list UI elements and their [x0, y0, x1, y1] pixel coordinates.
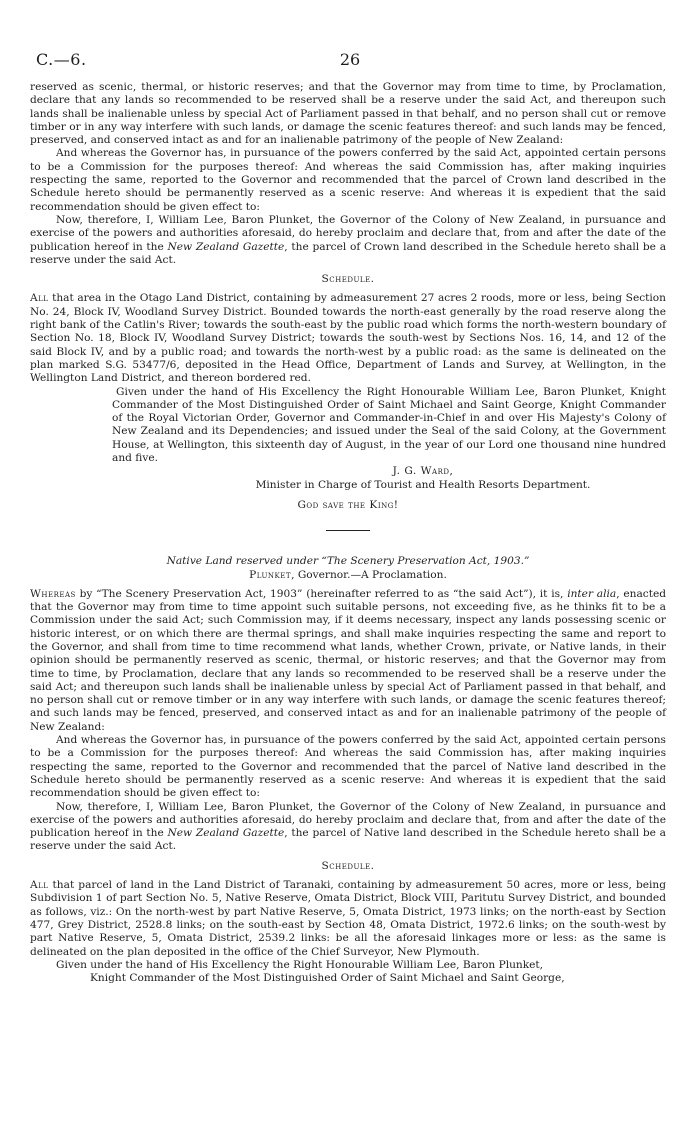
- proclamation-subtitle: [30, 569, 666, 582]
- schedule-paragraph: [30, 879, 666, 959]
- paragraph-whereas-commission: And whereas the Governor has, in pursuance of the powers conferred by the said Act, appointed certain persons to be a Commission for the purposes thereof: And whereas the said Commission has, after making inquiries respecting the same, reported to the Governor and recommended that the parcel of Native land described in the Schedule hereto should be permanently reserved as a scenic reserve: And whereas it is expedient that the said recommendation should be given effect to:: [30, 734, 666, 800]
- text: “The Scenery Preservation Act, 1903.”: [321, 555, 530, 568]
- lead-word: Whereas: [30, 587, 76, 600]
- text: Now, therefore, I, William Lee, Baron Plunket, the Governor of the Colony of New Zealand, in pursuance and exercise of the powers and authorities aforesaid, do hereby proclaim and declare that, from and after the date of the publication hereof in the: [30, 800, 666, 840]
- paragraph-continued: reserved as scenic, thermal, or historic reserves; and that the Governor may from time to time, by Proclamation, declare that any lands so recommended to be reserved shall be a reserve under the said Act, and thereupon such lands shall be inalienable unless by special Act of Parliament passed in that behalf, and no person shall cut or remove timber or in any way interfere with such lands, or damage the scenic features thereof: and such lands may be fenced, preserved, and conserved intact as and for an inalienable patrimony of the people of New Zealand:: [30, 81, 666, 147]
- god-save-the-king: God save the King!: [297, 498, 399, 511]
- given-under-hand: Given under the hand of His Excellency the Right Honourable William Lee, Baron Plunket, Knight Commander of the Most Distinguished Order of Saint Michael and Saint George, Knight Commander of the Royal Victorian Order, Governor and Commander-in-Chief in and over His Majesty's Colony of New Zealand and its Dependencies; and issued under the Seal of the said Colony, at the Government House, at Wellington, this sixteenth day of August, in the year of our Lord one thousand nine hundred and five.: [112, 385, 666, 465]
- section-divider: [326, 530, 370, 531]
- text: Native Land reserved under: [166, 555, 322, 568]
- paragraph-whereas-commission: And whereas the Governor has, in pursuance of the powers conferred by the said Act, appointed certain persons to be a Commission for the purposes thereof: And whereas the said Commission has, after making inquiries respecting the same, reported to the Governor and recommended that the parcel of Crown land described in the Schedule hereto should be permanently reserved as a scenic reserve: And whereas it is expedient that the said recommendation should be given effect to:: [30, 147, 666, 213]
- page-number: 26: [339, 50, 361, 69]
- schedule-paragraph: [30, 292, 666, 385]
- text: , Governor.—A Proclamation.: [291, 568, 447, 581]
- text: that parcel of land in the Land District of Taranaki, containing by admeasurement 50 acres, more or less, being Subdivision 1 of part Section No. 5, Native Reserve, Omata District, Block VIII, Paritutu Survey District, and bounded as follows, viz.: On the north-west by part Native Reserve, 5, Omata District, 1973 links; on the north-east by Section 477, Grey District, 2528.8 links; on the south-east by Section 48, Omata District, 1972.6 links; on the south-west by part Native Reserve, 5, Omata District, 2539.2 links: be all the aforesaid linkages more or less: as the same is delineated on the plan deposited in the office of the Chief Surveyor, New Plymouth.: [30, 879, 666, 958]
- schedule-heading: Schedule.: [321, 273, 375, 286]
- text: , enacted that the Governor may from time to time appoint such suitable persons, not exceeding five, as he thinks fit to be a Commission under the said Act; such Commission may, if it deems necessary, inspect any lands possessing scenic or historic interest, or on which there are thermal springs, and shall make inquiries respecting the same and report to the Governor, and shall from time to time recommend what lands, whether Crown, private, or Native lands, in their opinion should be permanently reserved as scenic, thermal, or historic reserves; and that the Governor may from time to time, by Proclamation, declare that any lands so recommended to be reserved shall be a reserve under the said Act; and thereupon such lands shall be inalienable unless by special Act of Parliament passed in that behalf, and no person shall cut or remove timber or in any way interfere with such lands, or damage the scenic features thereof; and such lands may be fenced, preserved, and conserved intact as and for an inalienable patrimony of the people of New Zealand:: [30, 587, 666, 733]
- schedule-heading: Schedule.: [321, 859, 375, 872]
- text: , the parcel of Native land described in the Schedule hereto shall be a reserve under the said Act.: [30, 827, 666, 853]
- paragraph-now-therefore: [30, 214, 666, 267]
- latin-phrase: inter alia: [567, 587, 617, 600]
- lead-word: All: [30, 292, 49, 305]
- signatory-title: Minister in Charge of Tourist and Health Resorts Department.: [255, 478, 591, 491]
- paragraph-now-therefore: [30, 801, 666, 854]
- governor-name: Plunket: [249, 568, 292, 581]
- given-under-hand-continued: Knight Commander of the Most Distinguished Order of Saint Michael and Saint George,: [90, 972, 565, 985]
- paragraph-whereas: [30, 588, 666, 734]
- signatory-name: J. G. Ward,: [392, 465, 454, 478]
- text: by “The Scenery Preservation Act, 1903” (hereinafter referred to as “the said Act”), it is,: [75, 587, 568, 600]
- document-reference: C.—6.: [36, 50, 87, 69]
- lead-word: All: [30, 879, 49, 892]
- document-body: [30, 81, 666, 985]
- text: that area in the Otago Land District, containing by admeasurement 27 acres 2 roods, more or less, being Section No. 24, Block IV, Woodland Survey District. Bounded towards the north-east generally by the road reserve along the right bank of the Catlin's River; towards the south-east by the public road which forms the north-western boundary of Section No. 18, Block IV, Woodland Survey District; towards the south-west by Sections Nos. 16, 14, and 12 of the said Block IV, and by a public road; and towards the north-west by a public road: as the same is delineated on the plan marked S.G. 53477/6, deposited in the Head Office, Department of Lands and Survey, at Wellington, in the Wellington Land District, and thereon bordered red.: [30, 292, 666, 385]
- given-under-hand: Given under the hand of His Excellency the Right Honourable William Lee, Baron Plunket,: [56, 958, 544, 971]
- gazette-name: New Zealand Gazette: [167, 240, 285, 253]
- proclamation-title: [30, 555, 666, 568]
- gazette-name: New Zealand Gazette: [167, 827, 285, 840]
- text: , the parcel of Crown land described in the Schedule hereto shall be a reserve under the said Act.: [30, 240, 667, 266]
- text: Now, therefore, I, William Lee, Baron Plunket, the Governor of the Colony of New Zealand, in pursuance and exercise of the powers and authorities aforesaid, do hereby proclaim and declare that, from and after the date of the publication hereof in the: [30, 213, 666, 253]
